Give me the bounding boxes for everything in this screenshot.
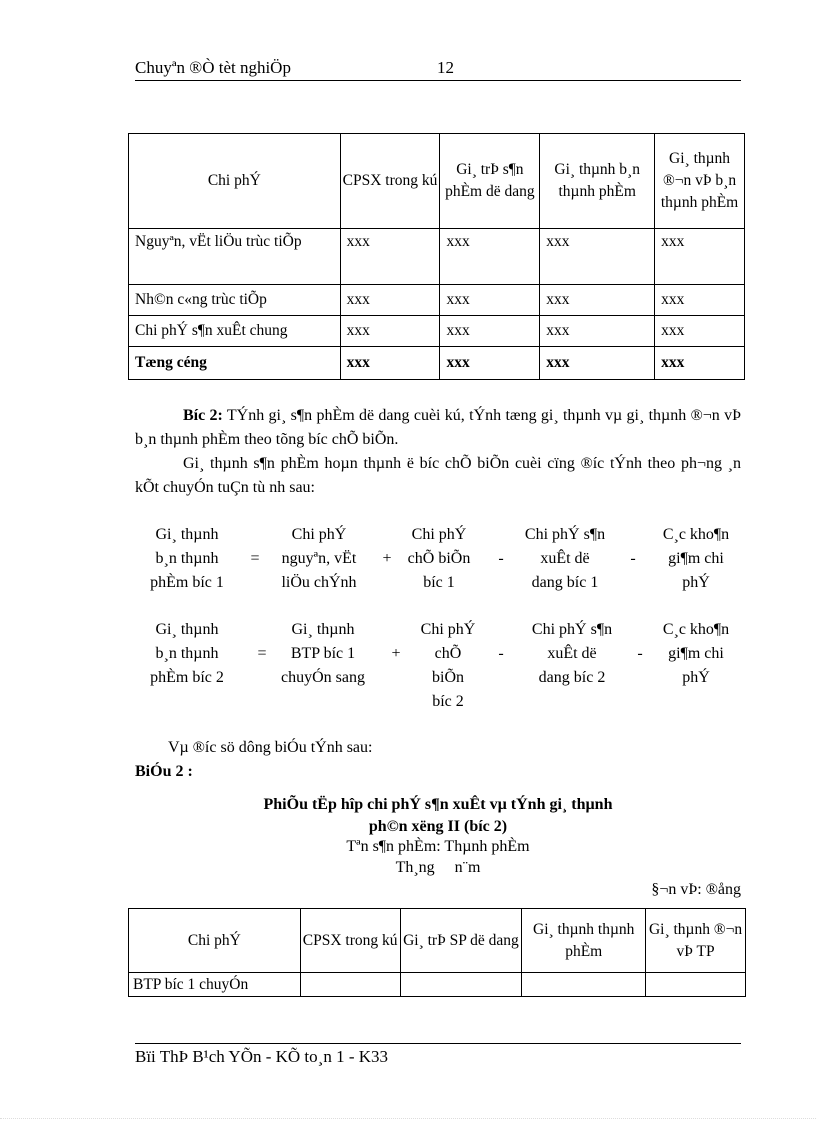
term-line: liÖu chÝnh [281, 574, 357, 591]
term-line: dang bíc 1 [531, 574, 599, 591]
cell-value: xxx [540, 285, 655, 316]
cell-value: xxx [440, 229, 540, 285]
formula-term [397, 523, 481, 595]
table-row [129, 316, 745, 347]
operator: + [391, 645, 401, 662]
formula-term [137, 523, 237, 595]
header-cell: CPSX trong kú [340, 134, 440, 229]
operator: - [498, 645, 504, 662]
step2-label: Bíc 2: [183, 407, 223, 424]
cell-value: xxx [340, 316, 440, 347]
header-cell: Gi¸ trÞ SP dë dang [400, 909, 522, 973]
cost-table-2 [128, 908, 746, 997]
term-line: Chi phÝ s¶n [531, 621, 613, 638]
term-line: BTP bíc 1 [290, 645, 356, 662]
operator: + [382, 550, 392, 567]
row-label: Nh©n c«ng trùc tiÕp [129, 285, 341, 316]
term-line: xuÊt dë [547, 645, 597, 662]
cell-value [300, 973, 400, 997]
cell-value: xxx [340, 285, 440, 316]
table-header-row [129, 134, 745, 229]
formula-term [137, 618, 237, 690]
operator: = [250, 550, 260, 567]
term-line: biÕn [432, 669, 464, 686]
cost-table-1 [128, 133, 745, 380]
row-label: Tæng céng [129, 347, 341, 380]
formula-term [646, 523, 746, 595]
product-line: Tªn s¶n phÈm: Thµnh phÈm [346, 838, 530, 855]
header-cell: Chi phÝ [129, 134, 341, 229]
term-line: nguyªn, vËt [281, 550, 357, 567]
cell-value: xxx [655, 316, 745, 347]
row-label: Nguyªn, vËt liÖu trùc tiÕp [129, 229, 341, 285]
cell-value [646, 973, 746, 997]
header-cell: Gi¸ thµnh ®¬n vÞ TP [646, 909, 746, 973]
paragraph: Gi¸ thµnh s¶n phÈm hoµn thµnh ë bíc chÕ biÕn cuèi cïng ®íc tÝnh theo ph¬ng ¸n kÕt chuyÓn tuÇn tù nh sau: [135, 455, 741, 496]
header-cell: Chi phÝ [129, 909, 301, 973]
cell-value: xxx [340, 229, 440, 285]
unit-line: §¬n vÞ: ®ång [651, 881, 741, 898]
term-line: xuÊt dë [540, 550, 590, 567]
cell-value: xxx [655, 229, 745, 285]
term-line: Gi¸ thµnh [291, 621, 355, 638]
term-line: Gi¸ thµnh [155, 621, 219, 638]
row-label: BTP bíc 1 chuyÓn [129, 973, 301, 997]
cell-value: xxx [440, 347, 540, 380]
term-line: Gi¸ thµnh [155, 526, 219, 543]
term-line: phÝ [682, 669, 710, 686]
footer-divider [135, 1043, 741, 1044]
example-line: Vµ ®íc sö dông biÓu tÝnh sau: [168, 739, 373, 756]
table-row [129, 285, 745, 316]
bieu-label: BiÓu 2 : [135, 763, 193, 780]
cell-value: xxx [440, 316, 540, 347]
table-total-row [129, 347, 745, 380]
term-line: Chi phÝ s¶n [524, 526, 606, 543]
cell-value [522, 973, 646, 997]
page-footer: Bïi ThÞ B¹ch YÕn - KÕ to¸n 1 - K33 [135, 1047, 389, 1066]
cell-value: xxx [540, 316, 655, 347]
cell-value: xxx [440, 285, 540, 316]
formula-term [517, 618, 627, 690]
operator: - [637, 645, 643, 662]
formula-term [273, 618, 373, 690]
formula-term [266, 523, 372, 595]
bieu-title: PhiÕu tËp hîp chi phÝ s¶n xuÊt vµ tÝnh gi¸ thµnh [263, 796, 613, 813]
page-number: 12 [437, 58, 454, 77]
header-cell: Gi¸ thµnh ®¬n vÞ b¸n thµnh phÈm [655, 134, 745, 229]
header-title: Chuyªn ®Ò tèt nghiÖp [135, 58, 291, 77]
table-row [129, 973, 746, 997]
cell-value: xxx [655, 285, 745, 316]
term-line: chuyÓn sang [281, 669, 365, 686]
term-line: phÈm bíc 1 [150, 574, 224, 591]
term-line: phÈm bíc 2 [150, 669, 224, 686]
header-cell: Gi¸ trÞ s¶n phÈm dë dang [440, 134, 540, 229]
term-line: bíc 2 [432, 693, 464, 710]
term-line: bíc 1 [423, 574, 455, 591]
step2-text: TÝnh gi¸ s¶n phÈm dë dang cuèi kú, tÝnh tæng gi¸ thµnh vµ gi¸ thµnh ®¬n vÞ b¸n thµnh phÈm theo tõng bíc chÕ biÕn. [135, 407, 741, 448]
table-row [129, 229, 745, 285]
cell-value: xxx [655, 347, 745, 380]
operator: - [498, 550, 504, 567]
page-edge [0, 1118, 816, 1119]
term-line: gi¶m chi [668, 550, 724, 567]
table-header-row [129, 909, 746, 973]
cell-value: xxx [540, 347, 655, 380]
term-line: C¸c kho¶n [662, 526, 730, 543]
term-line: Chi phÝ [420, 621, 476, 638]
header-cell: Gi¸ thµnh thµnh phÈm [522, 909, 646, 973]
header-cell: CPSX trong kú [300, 909, 400, 973]
cell-value [400, 973, 522, 997]
header-cell: Gi¸ thµnh b¸n thµnh phÈm [540, 134, 655, 229]
row-label: Chi phÝ s¶n xuÊt chung [129, 316, 341, 347]
formula-term [410, 618, 486, 714]
term-line: phÝ [682, 574, 710, 591]
formula-term [510, 523, 620, 595]
term-line: chÕ [434, 645, 462, 662]
step2-paragraph [135, 404, 741, 452]
operator: = [257, 645, 267, 662]
formula-term [646, 618, 746, 690]
cell-value: xxx [540, 229, 655, 285]
term-line: chÕ biÕn [407, 550, 471, 567]
term-line: Chi phÝ [411, 526, 467, 543]
term-line: dang bíc 2 [538, 669, 606, 686]
term-line: Chi phÝ [291, 526, 347, 543]
bieu-subtitle: ph©n xëng II (bíc 2) [368, 818, 508, 835]
month-line: Th¸ng n¨m [395, 859, 481, 876]
term-line: b¸n thµnh [155, 645, 219, 662]
term-line: gi¶m chi [668, 645, 724, 662]
operator: - [630, 550, 636, 567]
term-line: b¸n thµnh [155, 550, 219, 567]
page-header [135, 58, 741, 81]
term-line: C¸c kho¶n [662, 621, 730, 638]
cell-value: xxx [340, 347, 440, 380]
